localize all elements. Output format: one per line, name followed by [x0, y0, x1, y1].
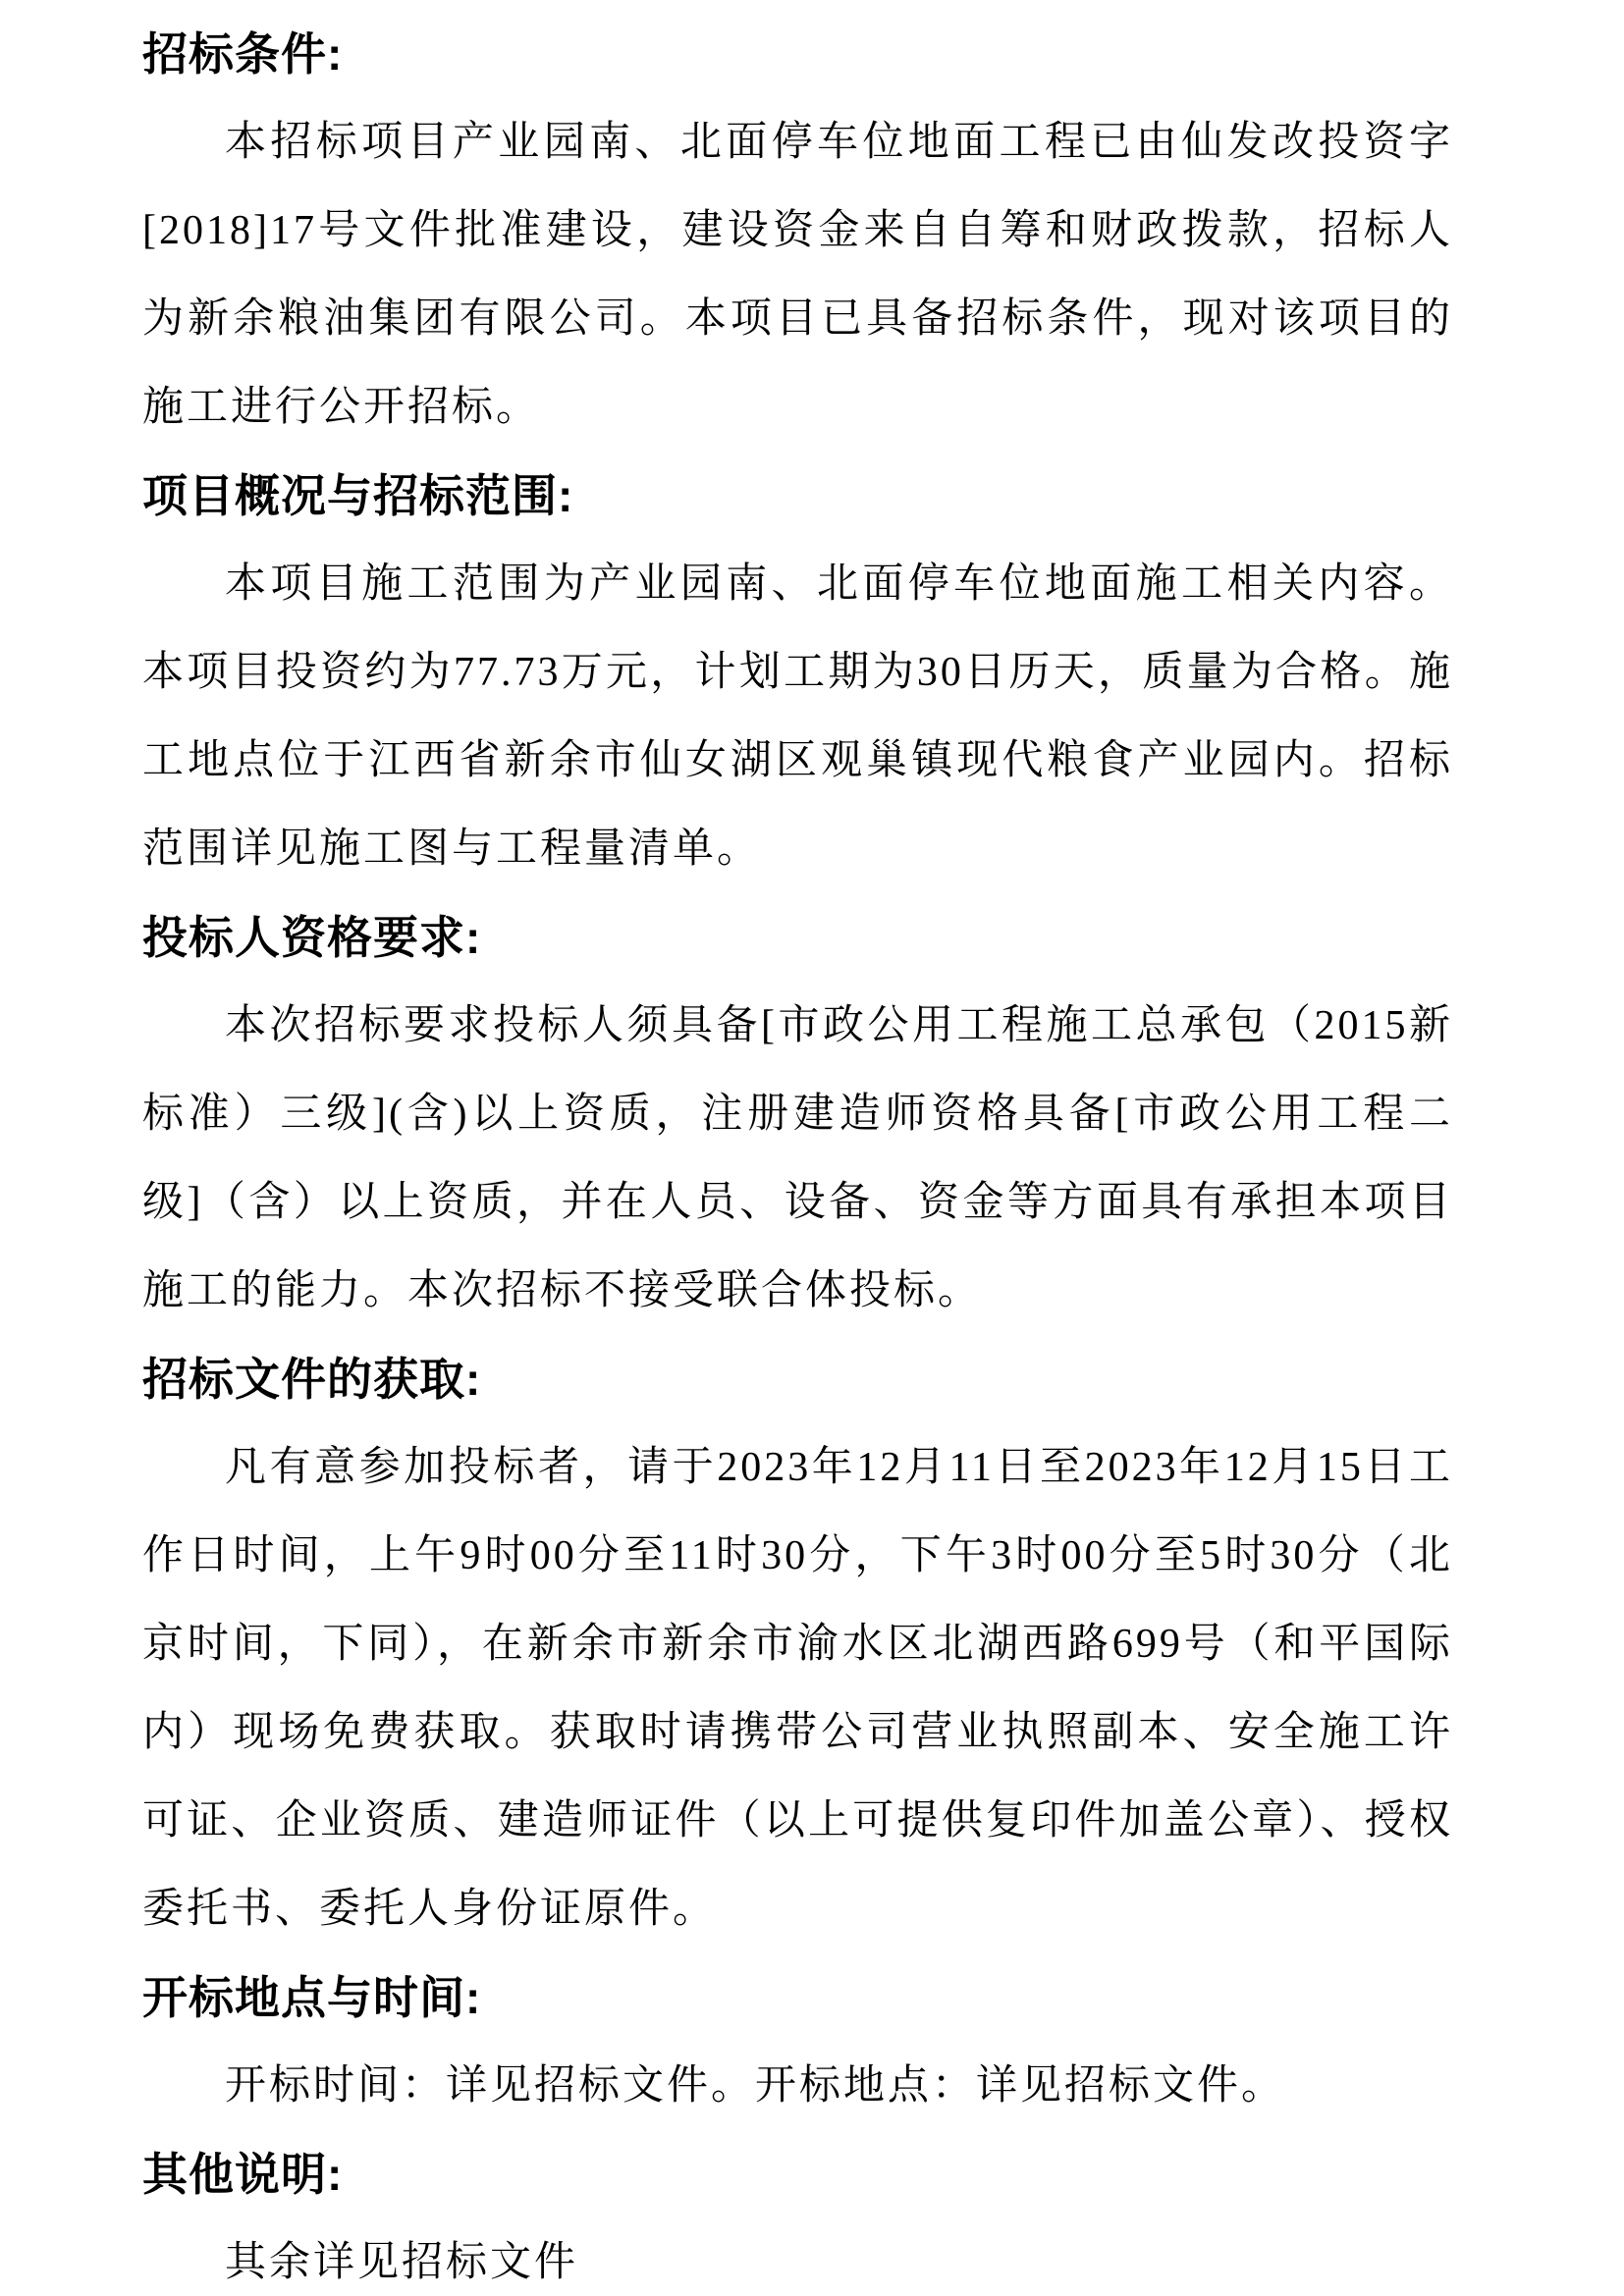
heading-obtaining-tender-documents: 招标文件的获取: — [142, 1354, 482, 1405]
section-bid-opening-place-time — [142, 1953, 1453, 2130]
heading-tender-conditions: 招标条件: — [142, 28, 344, 80]
heading-project-overview-scope: 项目概况与招标范围: — [142, 470, 574, 521]
paragraph-other-notes: 其余详见招标文件 — [225, 2240, 579, 2285]
heading-bidder-qualifications: 投标人资格要求: — [142, 912, 482, 963]
section-other-notes — [142, 2130, 1453, 2296]
section-bidder-qualifications — [142, 893, 1453, 1335]
section-tender-conditions — [142, 10, 1453, 452]
paragraph-tender-conditions: 本招标项目产业园南、北面停车位地面工程已由仙发改投资字[2018]17号文件批准建设，建设资金来自自筹和财政拨款，招标人为新余粮油集团有限公司。本项目已具备招标条件，现对该项目的施工进行公开招标。 — [142, 120, 1453, 430]
paragraph-obtaining-tender-documents: 凡有意参加投标者，请于2023年12月11日至2023年12月15日工作日时间，上午9时00分至11时30分，下午3时00分至5时30分（北京时间，下同），在新余市新余市渝水区北湖西路699号（和平国际内）现场免费获取。获取时请携带公司营业执照副本、安全施工许可证、企业资质、建造师证件（以上可提供复印件加盖公章）、授权委托书、委托人身份证原件。 — [142, 1445, 1453, 1932]
heading-bid-opening-place-time: 开标地点与时间: — [142, 1972, 482, 2023]
section-project-overview-scope — [142, 452, 1453, 893]
paragraph-bidder-qualifications: 本次招标要求投标人须具备[市政公用工程施工总承包（2015新标准）三级](含)以上资质，注册建造师资格具备[市政公用工程二级]（含）以上资质，并在人员、设备、资金等方面具有承担本项目施工的能力。本次招标不接受联合体投标。 — [142, 1003, 1453, 1313]
paragraph-bid-opening-place-time: 开标时间：详见招标文件。开标地点：详见招标文件。 — [225, 2063, 1286, 2109]
heading-other-notes: 其他说明: — [142, 2149, 344, 2200]
section-obtaining-tender-documents — [142, 1335, 1453, 1953]
paragraph-project-overview-scope: 本项目施工范围为产业园南、北面停车位地面施工相关内容。本项目投资约为77.73万元，计划工期为30日历天，质量为合格。施工地点位于江西省新余市仙女湖区观巢镇现代粮食产业园内。招标范围详见施工图与工程量清单。 — [142, 561, 1453, 872]
